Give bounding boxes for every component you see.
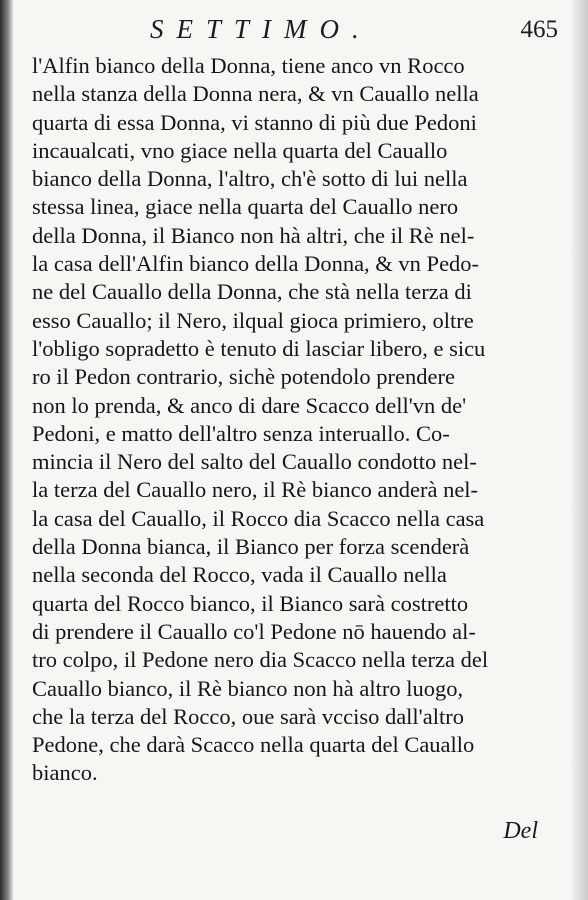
text-line: l'obligo sopradetto è tenuto di lasciar libero, e sicu xyxy=(32,335,486,361)
text-line: ro il Pedon contrario, sichè potendolo prendere xyxy=(32,364,455,390)
text-line: di prendere il Cauallo co'l Pedone nō hauendo al- xyxy=(32,618,476,644)
text-line: della Donna, il Bianco non hà altri, che il Rè nel- xyxy=(32,222,475,248)
text-line: Pedoni, e matto dell'altro senza interuallo. Co- xyxy=(32,420,450,446)
page-header xyxy=(150,14,558,48)
text-line: Pedone, che darà Scacco nella quarta del Cauallo xyxy=(32,732,475,758)
text-line: nella stanza della Donna nera, & vn Cauallo nella xyxy=(32,81,479,107)
text-line: la terza del Cauallo nero, il Rè bianco anderà nel- xyxy=(32,477,479,503)
text-line: ne del Cauallo della Donna, che stà nella terza di xyxy=(32,279,472,305)
text-line: stessa linea, giace nella quarta del Cauallo nero xyxy=(32,194,459,220)
text-line: la casa del Cauallo, il Rocco dia Scacco nella casa xyxy=(32,505,485,531)
text-line: bianco. xyxy=(32,760,98,786)
running-title: SETTIMO. xyxy=(150,14,372,44)
text-line: quarta di essa Donna, vi stanno di più due Pedoni xyxy=(32,109,477,135)
text-line: mincia il Nero del salto del Cauallo condotto nel- xyxy=(32,449,477,475)
text-line: tro colpo, il Pedone nero dia Scacco nella terza del xyxy=(32,647,489,673)
text-line: esso Cauallo; il Nero, ilqual gioca primiero, oltre xyxy=(32,307,474,333)
text-line: non lo prenda, & anco di dare Scacco dell'vn de' xyxy=(32,392,467,418)
text-line: Cauallo bianco, il Rè bianco non hà altro luogo, xyxy=(32,675,464,701)
text-line: nella seconda del Rocco, vada il Cauallo nella xyxy=(32,562,447,588)
text-line: della Donna bianca, il Bianco per forza scenderà xyxy=(32,534,470,560)
text-line: quarta del Rocco bianco, il Bianco sarà costretto xyxy=(32,590,469,616)
body-text xyxy=(32,52,574,788)
text-line: bianco della Donna, l'altro, ch'è sotto di lui nella xyxy=(32,166,468,192)
text-line: la casa dell'Alfin bianco della Donna, & vn Pedo- xyxy=(32,251,480,277)
text-line: l'Alfin bianco della Donna, tiene anco vn Rocco xyxy=(32,53,465,78)
page-number: 465 xyxy=(520,16,558,43)
text-line: che la terza del Rocco, oue sarà vcciso dall'altro xyxy=(32,703,464,729)
text-line: incaualcati, vno giace nella quarta del Cauallo xyxy=(32,137,448,163)
catchword: Del xyxy=(503,818,538,844)
